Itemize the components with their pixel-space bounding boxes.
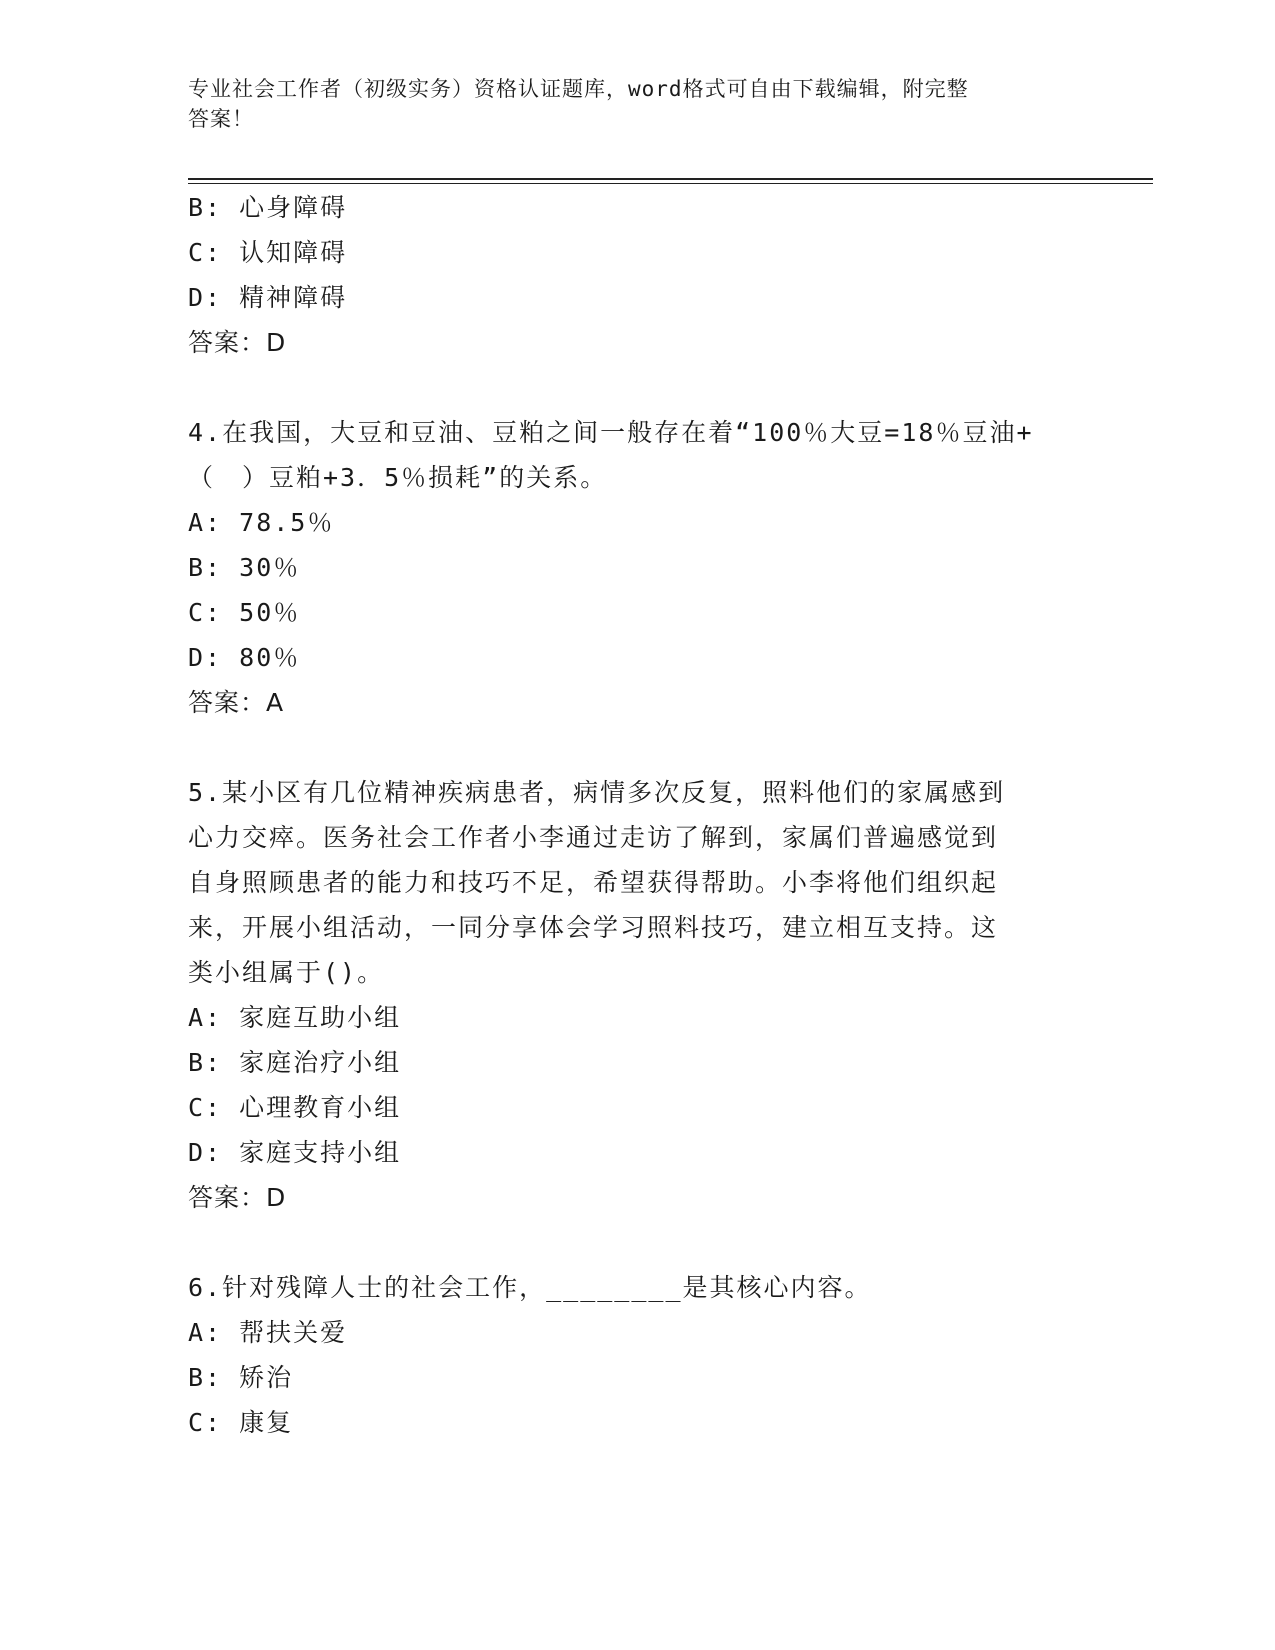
q3-option-d: D: 精神障碍: [188, 283, 348, 312]
q5-option-c: C: 心理教育小组: [188, 1093, 402, 1122]
q6-option-c: C: 康复: [188, 1408, 294, 1437]
q4-stem-line-2: （ ）豆粕+3．5％损耗”的关系。: [188, 463, 608, 492]
header-divider-thick: [188, 178, 1153, 180]
q4-option-d: D: 80％: [188, 643, 301, 672]
header-line-2: 答案！: [188, 107, 254, 131]
q6-stem-line-1: 6.针对残障人士的社会工作，________是其核心内容。: [188, 1273, 872, 1302]
q4-option-b: B: 30％: [188, 553, 301, 582]
q6-option-b: B: 矫治: [188, 1363, 294, 1392]
q5-stem-line-4: 来，开展小组活动，一同分享体会学习照料技巧，建立相互支持。这: [188, 913, 999, 942]
header-line-1: 专业社会工作者（初级实务）资格认证题库，word格式可自由下载编辑，附完整: [188, 77, 969, 101]
q5-stem-line-3: 自身照顾患者的能力和技巧不足，希望获得帮助。小李将他们组织起: [188, 868, 999, 897]
q4-stem-line-1: 4.在我国，大豆和豆油、豆粕之间一般存在着“100％大豆=18％豆油+: [188, 418, 1034, 447]
q5-stem-line-5: 类小组属于()。: [188, 958, 385, 987]
header-divider-thin: [188, 183, 1153, 184]
q5-stem-line-2: 心力交瘁。医务社会工作者小李通过走访了解到，家属们普遍感觉到: [188, 823, 999, 852]
q3-option-c: C: 认知障碍: [188, 238, 348, 267]
q4-answer: 答案：A: [188, 688, 285, 717]
q4-option-a: A: 78.5％: [188, 508, 335, 537]
q4-option-c: C: 50％: [188, 598, 301, 627]
q5-option-a: A: 家庭互助小组: [188, 1003, 402, 1032]
q3-option-b: B: 心身障碍: [188, 193, 348, 222]
q5-option-d: D: 家庭支持小组: [188, 1138, 402, 1167]
document-header: [188, 74, 1068, 134]
q3-answer: 答案：D: [188, 328, 287, 357]
q6-option-a: A: 帮扶关爱: [188, 1318, 348, 1347]
q5-stem-line-1: 5.某小区有几位精神疾病患者，病情多次反复，照料他们的家属感到: [188, 778, 1006, 807]
q5-option-b: B: 家庭治疗小组: [188, 1048, 402, 1077]
q5-answer: 答案：D: [188, 1183, 287, 1212]
